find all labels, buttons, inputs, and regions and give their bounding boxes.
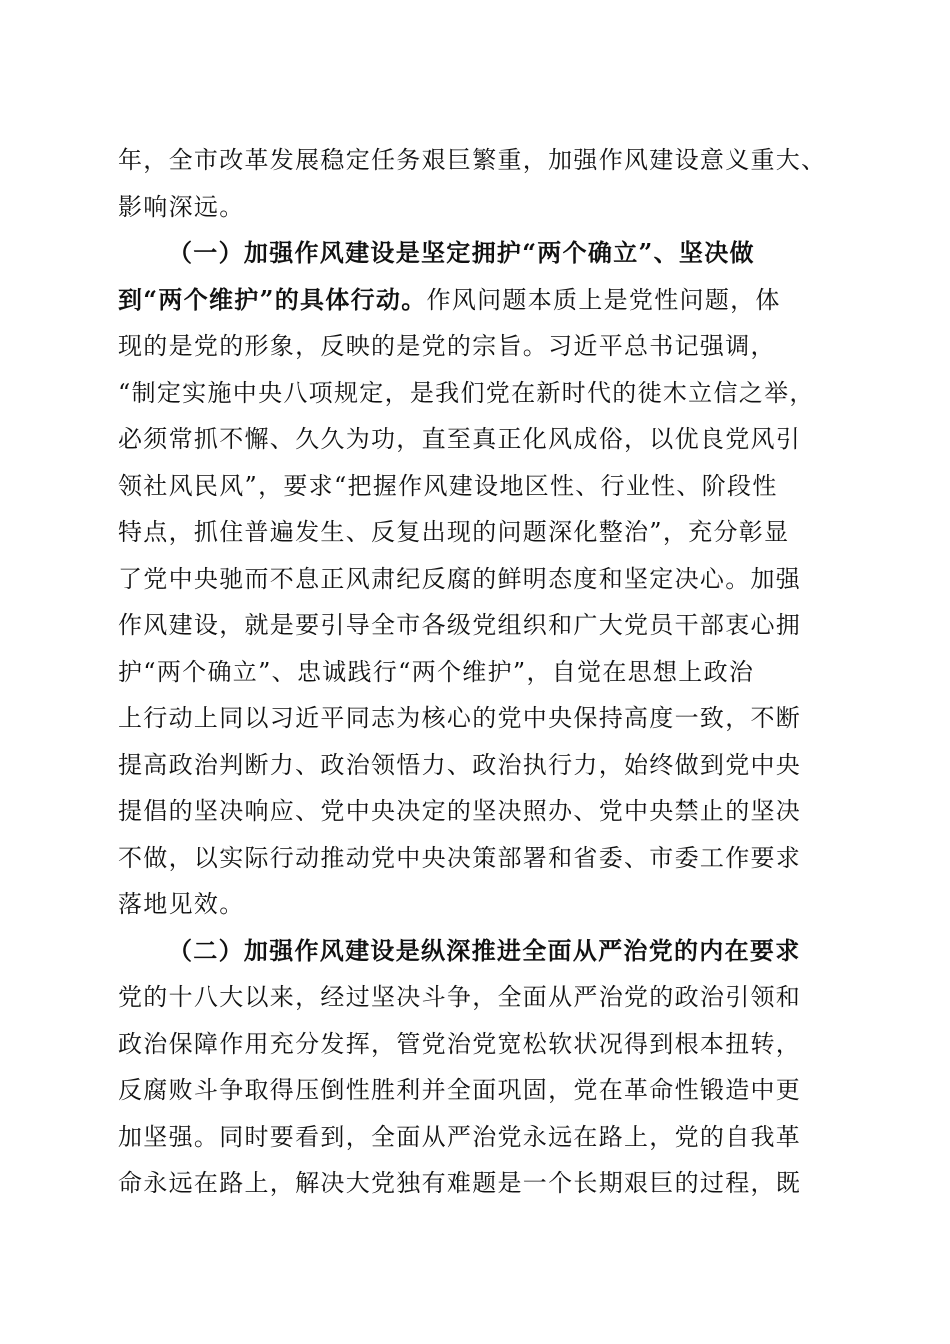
section-1-line: 提倡的坚决响应、党中央决定的坚决照办、党中央禁止的坚决 xyxy=(118,797,802,825)
section-1-line: 落地见效。 xyxy=(118,890,245,918)
document-body xyxy=(118,137,838,1207)
section-1-line: 特点，抓住普遍发生、反复出现的问题深化整治”，充分彰显 xyxy=(118,518,790,546)
intro-line: 年，全市改革发展稳定任务艰巨繁重，加强作风建设意义重大、 xyxy=(118,146,827,174)
section-2-line: 反腐败斗争取得压倒性胜利并全面巩固，党在革命性锻造中更 xyxy=(118,1076,802,1104)
section-1-line: 上行动上同以习近平同志为核心的党中央保持高度一致，不断 xyxy=(118,704,802,732)
section-1-line: “制定实施中央八项规定，是我们党在新时代的徙木立信之举， xyxy=(118,378,815,407)
section-1-line: 护“两个确立”、忠诚践行“两个维护”，自觉在思想上政治 xyxy=(118,657,755,686)
section-1-line: 现的是党的形象，反映的是党的宗旨。习近平总书记强调， xyxy=(118,332,776,360)
section-2-line: 政治保障作用充分发挥，管党治党宽松软状况得到根本扭转， xyxy=(118,1029,802,1058)
section-2-heading: （二）加强作风建设是纵深推进全面从严治党的内在要求 xyxy=(168,935,801,965)
section-1-text-start: 作风问题本质上是党性问题，体 xyxy=(426,285,781,314)
section-2-line: 党的十八大以来，经过坚决斗争，全面从严治党的政治引领和 xyxy=(118,983,802,1011)
section-1-heading-continued xyxy=(118,277,838,324)
section-1-heading-end: 到“两个维护”的具体行动。 xyxy=(118,284,427,314)
intro-line: 影响深远。 xyxy=(118,192,245,221)
section-1-line: 领社风民风”，要求“把握作风建设地区性、行业性、阶段性 xyxy=(118,471,778,500)
section-2-line: 加坚强。同时要看到，全面从严治党永远在路上，党的自我革 xyxy=(118,1122,802,1151)
section-1-line: 提高政治判断力、政治领悟力、政治执行力，始终做到党中央 xyxy=(118,750,802,779)
section-1-line: 不做，以实际行动推动党中央决策部署和省委、市委工作要求 xyxy=(118,843,802,872)
section-1-line: 作风建设，就是要引导全市各级党组织和广大党员干部衷心拥 xyxy=(118,611,802,639)
section-1-line: 必须常抓不懈、久久为功，直至真正化风成俗，以优良党风引 xyxy=(118,425,802,453)
section-1-heading: （一）加强作风建设是坚定拥护“两个确立”、坚决做 xyxy=(168,238,755,267)
section-1-line: 了党中央驰而不息正风肃纪反腐的鲜明态度和坚定决心。加强 xyxy=(118,564,802,593)
section-2-line: 命永远在路上，解决大党独有难题是一个长期艰巨的过程，既 xyxy=(118,1169,802,1197)
